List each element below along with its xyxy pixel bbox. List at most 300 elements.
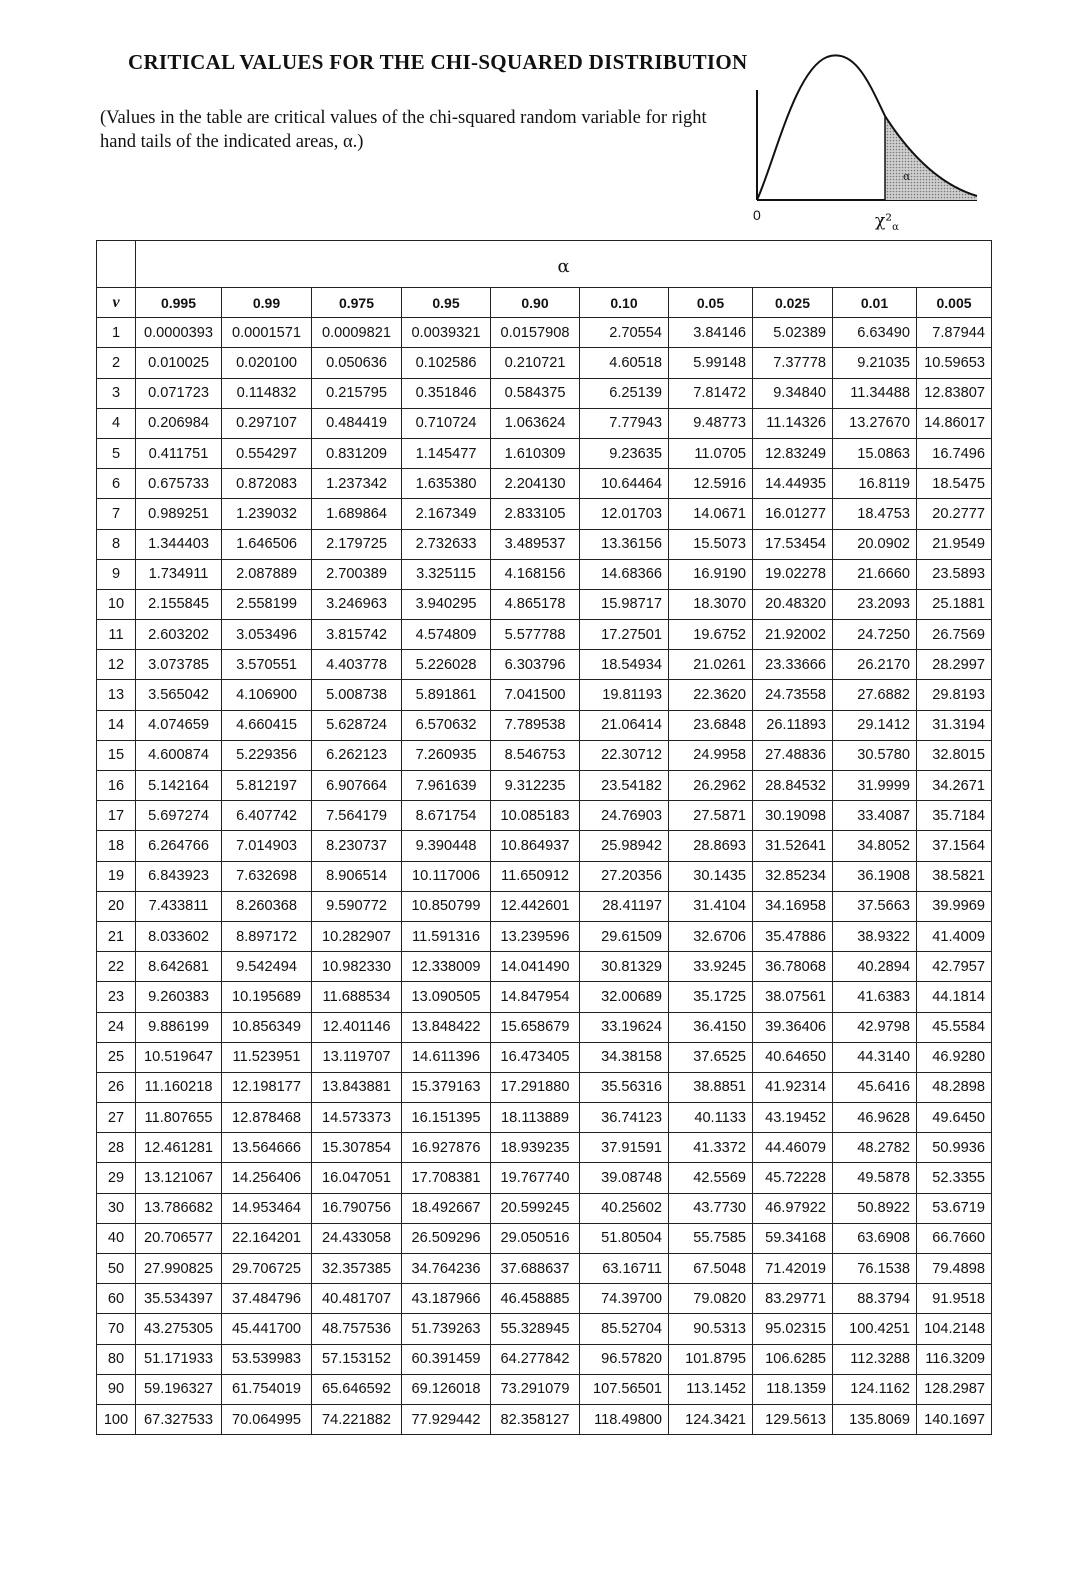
critical-value-cell: 5.628724 [312,710,402,740]
critical-value-cell: 9.390448 [402,831,491,861]
degrees-of-freedom-cell: 9 [97,559,136,589]
critical-value-cell: 1.063624 [491,408,580,438]
critical-value-cell: 14.847954 [491,982,580,1012]
critical-value-cell: 11.650912 [491,861,580,891]
critical-value-cell: 42.7957 [917,952,992,982]
critical-value-cell: 0.0000393 [136,318,222,348]
column-header: 0.995 [136,288,222,318]
critical-value-cell: 12.198177 [222,1072,312,1102]
critical-value-cell: 37.5663 [833,891,917,921]
critical-value-cell: 30.5780 [833,740,917,770]
table-row [97,1404,992,1434]
critical-value-cell: 25.1881 [917,589,992,619]
critical-value-cell: 59.196327 [136,1374,222,1404]
critical-value-cell: 9.542494 [222,952,312,982]
critical-value-cell: 0.584375 [491,378,580,408]
critical-value-cell: 124.1162 [833,1374,917,1404]
critical-value-cell: 37.688637 [491,1254,580,1284]
critical-value-cell: 0.351846 [402,378,491,408]
table-row [97,1103,992,1133]
table-row [97,499,992,529]
critical-value-cell: 17.53454 [753,529,833,559]
critical-value-cell: 0.020100 [222,348,312,378]
critical-value-cell: 11.34488 [833,378,917,408]
critical-value-cell: 52.3355 [917,1163,992,1193]
degrees-of-freedom-cell: 40 [97,1223,136,1253]
critical-value-cell: 1.344403 [136,529,222,559]
critical-value-cell: 53.6719 [917,1193,992,1223]
table-body [97,318,992,1435]
critical-value-cell: 26.2962 [669,771,753,801]
critical-value-cell: 7.564179 [312,801,402,831]
critical-value-label [875,211,899,233]
critical-value-cell: 3.940295 [402,589,491,619]
critical-value-cell: 23.6848 [669,710,753,740]
critical-value-cell: 38.8851 [669,1072,753,1102]
critical-value-cell: 18.5475 [917,469,992,499]
critical-value-symbol: χ² [875,211,893,231]
critical-value-cell: 17.291880 [491,1072,580,1102]
critical-value-cell: 6.303796 [491,650,580,680]
degrees-of-freedom-cell: 90 [97,1374,136,1404]
critical-value-cell: 48.757536 [312,1314,402,1344]
column-header: 0.10 [580,288,669,318]
critical-value-cell: 14.68366 [580,559,669,589]
critical-value-cell: 29.050516 [491,1223,580,1253]
critical-value-cell: 61.754019 [222,1374,312,1404]
critical-value-cell: 16.927876 [402,1133,491,1163]
critical-value-cell: 0.411751 [136,438,222,468]
critical-value-cell: 4.865178 [491,589,580,619]
critical-value-cell: 17.27501 [580,620,669,650]
corner-cell [97,241,136,288]
critical-value-cell: 28.8693 [669,831,753,861]
critical-value-cell: 22.164201 [222,1223,312,1253]
critical-value-cell: 46.97922 [753,1193,833,1223]
critical-value-cell: 8.897172 [222,921,312,951]
critical-value-cell: 3.073785 [136,650,222,680]
degrees-of-freedom-cell: 25 [97,1042,136,1072]
critical-value-cell: 51.171933 [136,1344,222,1374]
critical-value-cell: 37.484796 [222,1284,312,1314]
critical-value-cell: 82.358127 [491,1404,580,1434]
critical-value-cell: 42.5569 [669,1163,753,1193]
degrees-of-freedom-cell: 21 [97,921,136,951]
critical-value-cell: 53.539983 [222,1344,312,1374]
critical-value-cell: 36.78068 [753,952,833,982]
degrees-of-freedom-cell: 4 [97,408,136,438]
critical-value-cell: 23.5893 [917,559,992,589]
critical-value-cell: 7.014903 [222,831,312,861]
critical-value-cell: 96.57820 [580,1344,669,1374]
critical-value-cell: 2.155845 [136,589,222,619]
critical-value-cell: 13.843881 [312,1072,402,1102]
critical-value-cell: 46.9280 [917,1042,992,1072]
critical-value-cell: 0.484419 [312,408,402,438]
table-row [97,589,992,619]
critical-value-cell: 16.8119 [833,469,917,499]
critical-value-cell: 112.3288 [833,1344,917,1374]
critical-value-cell: 9.21035 [833,348,917,378]
critical-value-cell: 0.0009821 [312,318,402,348]
critical-value-cell: 79.4898 [917,1254,992,1284]
critical-value-cell: 18.54934 [580,650,669,680]
nu-header [97,288,136,318]
degrees-of-freedom-cell: 29 [97,1163,136,1193]
critical-value-cell: 17.708381 [402,1163,491,1193]
critical-value-cell: 1.145477 [402,438,491,468]
critical-value-cell: 29.61509 [580,921,669,951]
critical-value-cell: 10.59653 [917,348,992,378]
critical-value-cell: 14.611396 [402,1042,491,1072]
critical-value-cell: 9.590772 [312,891,402,921]
critical-value-subscript: α [892,222,899,233]
critical-value-cell: 9.312235 [491,771,580,801]
critical-value-cell: 1.610309 [491,438,580,468]
critical-value-cell: 27.48836 [753,740,833,770]
degrees-of-freedom-cell: 7 [97,499,136,529]
critical-value-cell: 10.982330 [312,952,402,982]
critical-value-cell: 66.7660 [917,1223,992,1253]
degrees-of-freedom-cell: 14 [97,710,136,740]
critical-value-cell: 106.6285 [753,1344,833,1374]
column-header-row [97,288,992,318]
degrees-of-freedom-cell: 1 [97,318,136,348]
critical-value-cell: 59.34168 [753,1223,833,1253]
table-row [97,740,992,770]
critical-value-cell: 2.087889 [222,559,312,589]
degrees-of-freedom-cell: 20 [97,891,136,921]
tail-area-shading [885,116,977,200]
critical-value-cell: 107.56501 [580,1374,669,1404]
critical-value-cell: 31.52641 [753,831,833,861]
degrees-of-freedom-cell: 80 [97,1344,136,1374]
critical-value-cell: 24.433058 [312,1223,402,1253]
critical-value-cell: 6.407742 [222,801,312,831]
critical-value-cell: 77.929442 [402,1404,491,1434]
critical-value-cell: 45.441700 [222,1314,312,1344]
critical-value-cell: 26.2170 [833,650,917,680]
critical-value-cell: 14.953464 [222,1193,312,1223]
critical-value-cell: 7.433811 [136,891,222,921]
critical-value-cell: 49.5878 [833,1163,917,1193]
critical-value-cell: 3.489537 [491,529,580,559]
critical-value-cell: 45.72228 [753,1163,833,1193]
critical-value-cell: 28.84532 [753,771,833,801]
critical-value-cell: 2.204130 [491,469,580,499]
critical-value-cell: 30.19098 [753,801,833,831]
table-row [97,620,992,650]
critical-value-cell: 64.277842 [491,1344,580,1374]
critical-value-cell: 34.16958 [753,891,833,921]
critical-value-cell: 19.6752 [669,620,753,650]
critical-value-cell: 11.160218 [136,1072,222,1102]
critical-value-cell: 16.790756 [312,1193,402,1223]
critical-value-cell: 14.256406 [222,1163,312,1193]
critical-value-cell: 9.23635 [580,438,669,468]
critical-value-cell: 55.328945 [491,1314,580,1344]
critical-value-cell: 5.812197 [222,771,312,801]
critical-value-cell: 12.461281 [136,1133,222,1163]
table-row [97,1012,992,1042]
critical-value-cell: 40.481707 [312,1284,402,1314]
table-row [97,1284,992,1314]
critical-value-cell: 67.5048 [669,1254,753,1284]
critical-value-cell: 43.7730 [669,1193,753,1223]
critical-value-cell: 16.01277 [753,499,833,529]
critical-value-cell: 13.090505 [402,982,491,1012]
critical-value-cell: 0.114832 [222,378,312,408]
critical-value-cell: 38.9322 [833,921,917,951]
critical-value-cell: 74.39700 [580,1284,669,1314]
critical-value-cell: 27.990825 [136,1254,222,1284]
critical-value-cell: 104.2148 [917,1314,992,1344]
table-row [97,891,992,921]
critical-value-cell: 12.5916 [669,469,753,499]
degrees-of-freedom-cell: 30 [97,1193,136,1223]
critical-value-cell: 0.050636 [312,348,402,378]
critical-value-cell: 35.534397 [136,1284,222,1314]
origin-label: 0 [753,207,761,223]
critical-value-cell: 18.113889 [491,1103,580,1133]
critical-value-cell: 10.282907 [312,921,402,951]
critical-value-cell: 15.658679 [491,1012,580,1042]
critical-value-cell: 0.0001571 [222,318,312,348]
critical-value-cell: 6.843923 [136,861,222,891]
degrees-of-freedom-cell: 12 [97,650,136,680]
critical-value-cell: 55.7585 [669,1223,753,1253]
critical-value-cell: 7.961639 [402,771,491,801]
critical-value-cell: 12.338009 [402,952,491,982]
critical-value-cell: 74.221882 [312,1404,402,1434]
critical-value-cell: 8.230737 [312,831,402,861]
critical-value-cell: 1.646506 [222,529,312,559]
critical-value-cell: 15.5073 [669,529,753,559]
critical-value-cell: 13.786682 [136,1193,222,1223]
degrees-of-freedom-cell: 13 [97,680,136,710]
critical-value-cell: 135.8069 [833,1404,917,1434]
critical-value-cell: 1.237342 [312,469,402,499]
column-header: 0.01 [833,288,917,318]
critical-value-cell: 6.907664 [312,771,402,801]
critical-value-cell: 0.675733 [136,469,222,499]
tail-alpha-label: α [903,170,911,183]
critical-value-cell: 14.573373 [312,1103,402,1133]
table-row [97,529,992,559]
critical-value-cell: 26.7569 [917,620,992,650]
critical-value-cell: 118.1359 [753,1374,833,1404]
critical-value-cell: 48.2782 [833,1133,917,1163]
critical-value-cell: 124.3421 [669,1404,753,1434]
critical-value-cell: 10.856349 [222,1012,312,1042]
critical-value-cell: 29.1412 [833,710,917,740]
critical-value-cell: 8.033602 [136,921,222,951]
degrees-of-freedom-cell: 15 [97,740,136,770]
critical-value-cell: 8.671754 [402,801,491,831]
critical-value-cell: 2.70554 [580,318,669,348]
degrees-of-freedom-cell: 23 [97,982,136,1012]
critical-value-cell: 3.84146 [669,318,753,348]
critical-value-cell: 29.8193 [917,680,992,710]
table-row [97,831,992,861]
critical-value-cell: 0.0039321 [402,318,491,348]
critical-value-cell: 12.01703 [580,499,669,529]
critical-value-cell: 18.3070 [669,589,753,619]
degrees-of-freedom-cell: 6 [97,469,136,499]
critical-value-cell: 39.08748 [580,1163,669,1193]
critical-value-cell: 6.570632 [402,710,491,740]
critical-value-cell: 20.706577 [136,1223,222,1253]
critical-value-cell: 42.9798 [833,1012,917,1042]
critical-value-cell: 40.25602 [580,1193,669,1223]
critical-value-cell: 23.33666 [753,650,833,680]
critical-value-cell: 32.357385 [312,1254,402,1284]
critical-value-cell: 7.37778 [753,348,833,378]
critical-value-cell: 26.509296 [402,1223,491,1253]
critical-value-cell: 10.195689 [222,982,312,1012]
critical-value-cell: 24.7250 [833,620,917,650]
critical-value-cell: 5.577788 [491,620,580,650]
critical-value-cell: 11.14326 [753,408,833,438]
critical-value-cell: 27.5871 [669,801,753,831]
critical-value-cell: 36.4150 [669,1012,753,1042]
critical-value-cell: 10.519647 [136,1042,222,1072]
chi-squared-density-figure [745,40,985,240]
critical-value-cell: 49.6450 [917,1103,992,1133]
critical-value-cell: 7.77943 [580,408,669,438]
critical-value-cell: 5.99148 [669,348,753,378]
critical-value-cell: 16.9190 [669,559,753,589]
critical-value-cell: 44.1814 [917,982,992,1012]
table-row [97,318,992,348]
critical-value-cell: 79.0820 [669,1284,753,1314]
critical-value-cell: 91.9518 [917,1284,992,1314]
critical-value-cell: 38.07561 [753,982,833,1012]
critical-value-cell: 67.327533 [136,1404,222,1434]
critical-value-cell: 39.9969 [917,891,992,921]
column-header: 0.90 [491,288,580,318]
table-row [97,1193,992,1223]
critical-value-cell: 2.179725 [312,529,402,559]
critical-value-cell: 16.047051 [312,1163,402,1193]
critical-value-cell: 5.229356 [222,740,312,770]
critical-value-cell: 19.767740 [491,1163,580,1193]
degrees-of-freedom-cell: 50 [97,1254,136,1284]
critical-value-cell: 113.1452 [669,1374,753,1404]
critical-value-cell: 23.54182 [580,771,669,801]
critical-value-cell: 11.0705 [669,438,753,468]
critical-value-cell: 57.153152 [312,1344,402,1374]
critical-value-cell: 118.49800 [580,1404,669,1434]
critical-value-cell: 4.106900 [222,680,312,710]
column-header: 0.05 [669,288,753,318]
critical-value-cell: 20.48320 [753,589,833,619]
critical-value-cell: 14.86017 [917,408,992,438]
critical-value-cell: 13.564666 [222,1133,312,1163]
critical-value-cell: 36.1908 [833,861,917,891]
critical-value-cell: 36.74123 [580,1103,669,1133]
degrees-of-freedom-cell: 2 [97,348,136,378]
critical-value-cell: 15.379163 [402,1072,491,1102]
degrees-of-freedom-cell: 24 [97,1012,136,1042]
critical-value-cell: 4.403778 [312,650,402,680]
critical-value-cell: 4.600874 [136,740,222,770]
table-row [97,408,992,438]
table-row [97,1223,992,1253]
critical-value-cell: 15.307854 [312,1133,402,1163]
critical-value-cell: 4.168156 [491,559,580,589]
critical-value-cell: 9.48773 [669,408,753,438]
degrees-of-freedom-cell: 27 [97,1103,136,1133]
critical-value-cell: 11.688534 [312,982,402,1012]
table-row [97,1314,992,1344]
critical-value-cell: 1.734911 [136,559,222,589]
critical-value-cell: 21.6660 [833,559,917,589]
critical-value-cell: 101.8795 [669,1344,753,1374]
critical-value-cell: 5.697274 [136,801,222,831]
critical-value-cell: 83.29771 [753,1284,833,1314]
critical-value-cell: 6.25139 [580,378,669,408]
critical-value-cell: 50.9936 [917,1133,992,1163]
critical-value-cell: 9.260383 [136,982,222,1012]
critical-value-cell: 2.833105 [491,499,580,529]
critical-value-cell: 8.546753 [491,740,580,770]
critical-value-cell: 20.599245 [491,1193,580,1223]
critical-value-cell: 44.46079 [753,1133,833,1163]
critical-value-cell: 6.63490 [833,318,917,348]
critical-value-cell: 28.2997 [917,650,992,680]
table-row [97,680,992,710]
critical-value-cell: 27.20356 [580,861,669,891]
table-row [97,1374,992,1404]
critical-value-cell: 24.73558 [753,680,833,710]
critical-value-cell: 15.0863 [833,438,917,468]
critical-value-cell: 51.80504 [580,1223,669,1253]
column-header: 0.99 [222,288,312,318]
critical-value-cell: 12.83807 [917,378,992,408]
critical-value-cell: 34.764236 [402,1254,491,1284]
critical-value-cell: 45.6416 [833,1072,917,1102]
critical-value-cell: 140.1697 [917,1404,992,1434]
critical-value-cell: 50.8922 [833,1193,917,1223]
critical-value-cell: 8.906514 [312,861,402,891]
degrees-of-freedom-cell: 28 [97,1133,136,1163]
column-header: 0.025 [753,288,833,318]
critical-value-cell: 24.9958 [669,740,753,770]
critical-value-cell: 13.119707 [312,1042,402,1072]
critical-value-cell: 4.60518 [580,348,669,378]
critical-value-cell: 19.02278 [753,559,833,589]
critical-value-cell: 21.0261 [669,650,753,680]
critical-value-cell: 12.442601 [491,891,580,921]
critical-value-cell: 18.492667 [402,1193,491,1223]
critical-value-cell: 20.0902 [833,529,917,559]
critical-value-cell: 25.98942 [580,831,669,861]
critical-value-cell: 0.010025 [136,348,222,378]
column-header: 0.005 [917,288,992,318]
critical-value-cell: 3.815742 [312,620,402,650]
critical-value-cell: 32.85234 [753,861,833,891]
critical-value-cell: 69.126018 [402,1374,491,1404]
critical-value-cell: 0.989251 [136,499,222,529]
critical-value-cell: 7.81472 [669,378,753,408]
critical-value-cell: 22.30712 [580,740,669,770]
table-row [97,1133,992,1163]
critical-value-cell: 40.2894 [833,952,917,982]
table-row [97,1344,992,1374]
critical-value-cell: 0.831209 [312,438,402,468]
critical-value-cell: 21.92002 [753,620,833,650]
